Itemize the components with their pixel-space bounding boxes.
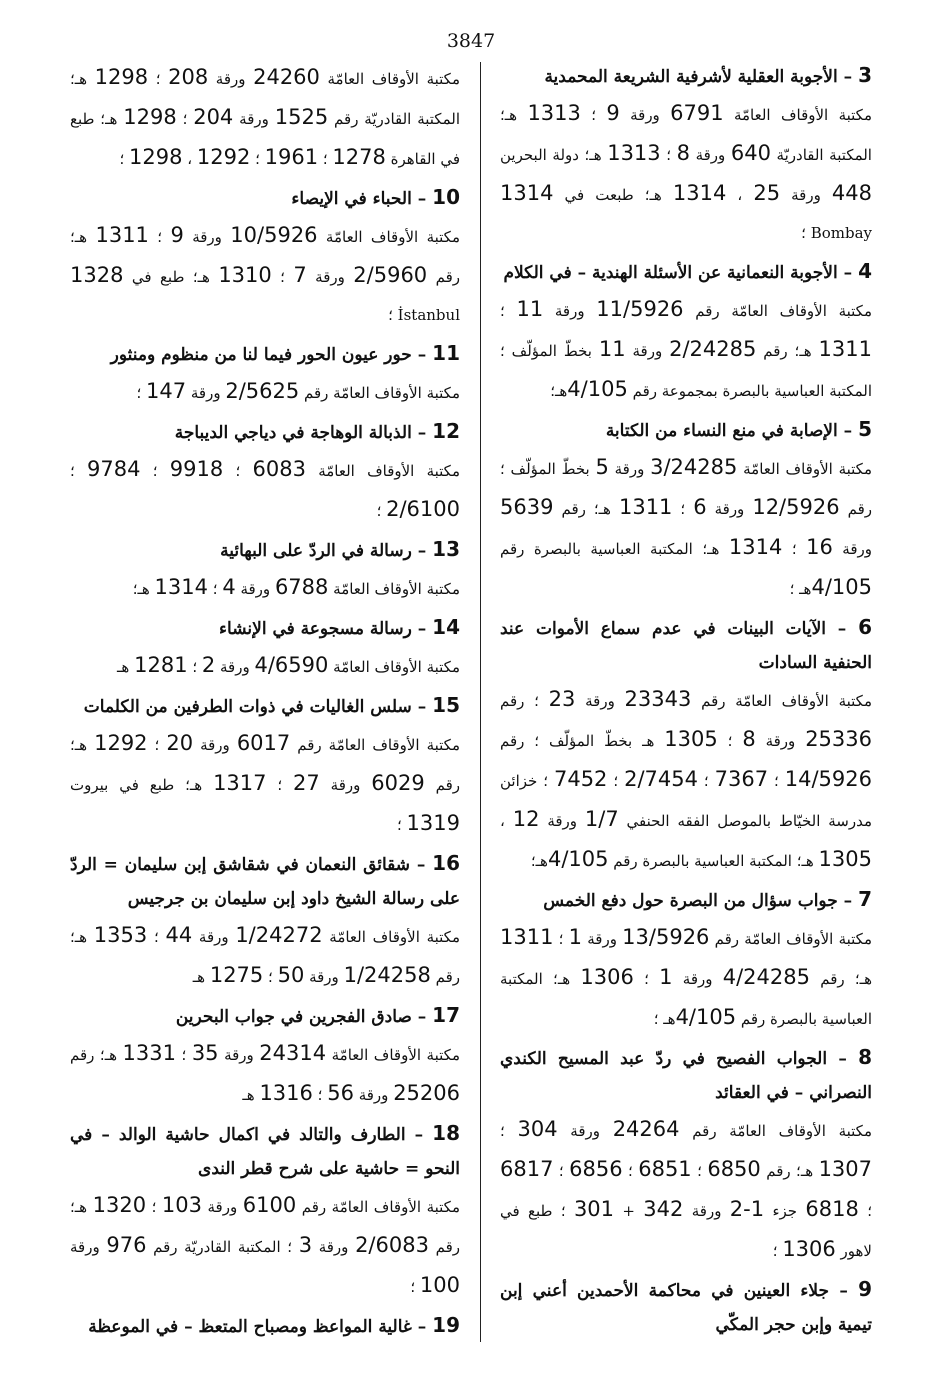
entry-number: 11	[432, 341, 460, 365]
entry-number: 5	[858, 417, 872, 441]
bibliography-entry	[500, 412, 872, 608]
entry-heading: 13 – رسالة في الردّ على البهائية	[220, 537, 460, 561]
entry-number: 17	[432, 1003, 460, 1027]
entry-heading: 4 – الأجوبة النعمانية عن الأسئلة الهندية – في الكلام	[503, 259, 872, 283]
entry-number: 16	[432, 851, 460, 875]
entry-heading: 7 – جواب سؤال من البصرة حول دفع الخمس	[543, 887, 872, 911]
bibliography-entry	[70, 414, 460, 530]
entry-number: 15	[432, 693, 460, 717]
bibliography-entry	[70, 1116, 460, 1306]
entry-number: 9	[858, 1277, 872, 1301]
column-divider	[480, 62, 481, 1342]
entry-holdings: مكتبة الأوقاف العامّة رقم 6017 ورقة 20 ؛ 1292 هـ؛ رقم 6029 ورقة 27 ؛ 1317 هـ؛ طبع في بيروت 1319 ؛	[70, 731, 460, 835]
entry-heading: 9 – جلاء العينين في محاكمة الأحمدين أعني إبن تيمية وإبن حجر المكّي	[500, 1277, 872, 1335]
entry-title: الأجوبة العقلية لأشرفية الشريعة المحمدية	[544, 67, 838, 87]
bibliography-entry	[500, 882, 872, 1038]
left-column	[70, 58, 460, 1346]
entry-heading: 16 – شقائق النعمان في شقاشق إبن سليمان = الردّ على رسالة الشيخ داود إبن سليمان بن جرجيس	[70, 851, 460, 909]
page-number: 3847	[446, 30, 496, 52]
entry-title: غالية المواعظ ومصباح المتعظ – في الموعظة	[88, 1317, 412, 1337]
bibliography-entry	[70, 180, 460, 334]
bibliography-entry	[500, 610, 872, 880]
bibliography-entry	[70, 336, 460, 412]
entry-number: 6	[858, 615, 872, 639]
entry-number: 18	[432, 1121, 460, 1145]
entry-number: 19	[432, 1313, 460, 1337]
entry-holdings: مكتبة الأوقاف العامّة رقم 11/5926 ورقة 11 ؛ 1311 هـ؛ رقم 2/24285 ورقة 11 بخطّ المؤلّف ؛ المكتبة العباسية بالبصرة بمجموعة رقم 4/105هـ؛	[500, 297, 872, 401]
entry-heading: 17 – صادق الفجرين في جواب البحرين	[175, 1003, 460, 1027]
entry-title: رسالة في الردّ على البهائية	[220, 541, 412, 561]
entry-heading: 15 – سلس الغاليات في ذوات الطرفين من الكلمات	[83, 693, 460, 717]
entry-title: الأجوبة النعمانية عن الأسئلة الهندية – في الكلام	[503, 263, 838, 283]
entry-number: 12	[432, 419, 460, 443]
entry-title: جواب سؤال من البصرة حول دفع الخمس	[543, 891, 838, 911]
entry-title: الجواب الفصيح في ردّ عبد المسيح الكندي النصراني – في العقائد	[500, 1049, 872, 1103]
entry-title: الآيات البينات في عدم سماع الأموات عند الحنفية السادات	[500, 619, 872, 673]
entry-holdings: مكتبة الأوقاف العامّة رقم 13/5926 ورقة 1 ؛ 1311 هـ؛ رقم 4/24285 ورقة 1 ؛ 1306 هـ؛ المكتبة العباسية بالبصرة رقم 4/105هـ ؛	[500, 925, 872, 1029]
entry-heading: 18 – الطارف والتالد في اكمال حاشية الوالد – في النحو = حاشية على شرح قطر الندى	[70, 1121, 460, 1179]
entry-holdings: مكتبة الأوقاف العامّة 10/5926 ورقة 9 ؛ 1311 هـ؛ رقم 2/5960 ورقة 7 ؛ 1310 هـ؛ طبع في 1328 İstanbul ؛	[70, 223, 460, 324]
entry-holdings: مكتبة الأوقاف العامّة رقم 24264 ورقة 304 ؛ 1307 هـ؛ رقم 6850 ؛ 6851 ؛ 6856 ؛ 6817 ؛ 6818 جزء 1-2 ورقة 342 + 301 ؛ طبع في لاهور 1306 ؛	[500, 1117, 873, 1261]
entry-number: 13	[432, 537, 460, 561]
entry-number: 7	[858, 887, 872, 911]
entry-heading: 14 – رسالة مسجوعة في الإنشاء	[219, 615, 460, 639]
bibliography-entry	[70, 688, 460, 844]
entry-holdings: مكتبة الأوقاف العامّة 24260 ورقة 208 ؛ 1298 هـ؛ المكتبة القادريّة رقم 1525 ورقة 204 ؛ 1298 هـ؛ طبع في القاهرة 1278 ؛ 1961 ؛ 1292 ، 1298 ؛	[70, 65, 460, 169]
entry-title: الطارف والتالد في اكمال حاشية الوالد – في النحو = حاشية على شرح قطر الندى	[70, 1125, 460, 1179]
bibliography-entry	[70, 58, 460, 178]
entry-holdings: مكتبة الأوقاف العامّة رقم 2/5625 ورقة 147 ؛	[136, 379, 460, 403]
bibliography-entry	[500, 58, 872, 252]
entry-heading: 6 – الآيات البينات في عدم سماع الأموات عند الحنفية السادات	[500, 615, 872, 673]
right-column	[500, 58, 872, 1344]
entry-holdings: مكتبة الأوقاف العامّة 6791 ورقة 9 ؛ 1313 هـ؛ المكتبة القادريّة 640 ورقة 8 ؛ 1313 هـ؛ دولة البحرين 448 ورقة 25 ، 1314 هـ؛ طبعت في 1314 Bombay ؛	[500, 101, 872, 242]
entry-heading: 5 – الإصابة في منع النساء من الكتابة	[605, 417, 872, 441]
entry-heading: 19 – غالية المواعظ ومصباح المتعظ – في الموعظة	[88, 1313, 460, 1337]
bibliography-entry	[70, 846, 460, 996]
entry-number: 4	[858, 259, 872, 283]
entry-heading: 11 – حور عيون الحور فيما لنا من منظوم ومنثور	[110, 341, 460, 365]
entry-title: سلس الغاليات في ذوات الطرفين من الكلمات	[83, 697, 412, 717]
entry-heading: 3 – الأجوبة العقلية لأشرفية الشريعة المحمدية	[544, 63, 872, 87]
entry-title: الذبالة الوهاجة في دياجي الديباجة	[174, 423, 412, 443]
entry-title: جلاء العينين في محاكمة الأحمدين أعني إبن تيمية وإبن حجر المكّي	[500, 1281, 872, 1335]
entry-title: الحباء في الإيصاء	[291, 189, 412, 209]
entry-number: 10	[432, 185, 460, 209]
entry-number: 3	[858, 63, 872, 87]
bibliography-entry	[500, 1272, 872, 1342]
bibliography-entry	[70, 1308, 460, 1344]
entry-title: صادق الفجرين في جواب البحرين	[175, 1007, 412, 1027]
entry-number: 8	[858, 1045, 872, 1069]
entry-holdings: مكتبة الأوقاف العامّة 1/24272 ورقة 44 ؛ 1353 هـ؛ رقم 1/24258 ورقة 50 ؛ 1275 هـ	[70, 923, 460, 987]
entry-holdings: مكتبة الأوقاف العامّة 24314 ورقة 35 ؛ 1331 هـ؛ رقم 25206 ورقة 56 ؛ 1316 هـ	[70, 1041, 460, 1105]
entry-holdings: مكتبة الأوقاف العامّة رقم 23343 ورقة 23 ؛ رقم 25336 ورقة 8 ؛ 1305 هـ بخطّ المؤلّف ؛ رقم 14/5926 ؛ 7367 ؛ 2/7454 ؛ 7452 ؛ خزائن مدرسة الخيّاط بالموصل الفقه الحنفي 1/7 ورقة 12 ، 1305 هـ؛ المكتبة العباسية بالبصرة رقم 4/105هـ؛	[500, 687, 872, 871]
entry-holdings: مكتبة الأوقاف العامّة 6788 ورقة 4 ؛ 1314 هـ؛	[132, 575, 460, 599]
entry-number: 14	[432, 615, 460, 639]
bibliography-entry	[500, 254, 872, 410]
entry-heading: 12 – الذبالة الوهاجة في دياجي الديباجة	[174, 419, 460, 443]
entry-holdings: مكتبة الأوقاف العامّة 3/24285 ورقة 5 بخطّ المؤلّف ؛ رقم 12/5926 ورقة 6 ؛ 1311 هـ؛ رقم 5639 ورقة 16 ؛ 1314 هـ؛ المكتبة العباسية بالبصرة رقم 4/105هـ ؛	[500, 455, 872, 599]
entry-title: حور عيون الحور فيما لنا من منظوم ومنثور	[110, 345, 412, 365]
entry-holdings: مكتبة الأوقاف العامّة 6083 ؛ 9918 ؛ 9784 ؛ 2/6100 ؛	[70, 457, 460, 521]
entry-heading: 10 – الحباء في الإيصاء	[291, 185, 460, 209]
bibliography-entry	[70, 532, 460, 608]
bibliography-entry	[70, 610, 460, 686]
entry-holdings: مكتبة الأوقاف العامّة 4/6590 ورقة 2 ؛ 1281 هـ	[117, 653, 460, 677]
entry-holdings: مكتبة الأوقاف العامّة رقم 6100 ورقة 103 ؛ 1320 هـ؛ رقم 2/6083 ورقة 3 ؛ المكتبة القادريّة رقم 976 ورقة 100 ؛	[70, 1193, 460, 1297]
entry-title: شقائق النعمان في شقاشق إبن سليمان = الردّ على رسالة الشيخ داود إبن سليمان بن جرجيس	[70, 855, 460, 909]
entry-title: الإصابة في منع النساء من الكتابة	[605, 421, 838, 441]
bibliography-entry	[500, 1040, 872, 1270]
entry-heading: 8 – الجواب الفصيح في ردّ عبد المسيح الكندي النصراني – في العقائد	[500, 1045, 872, 1103]
entry-title: رسالة مسجوعة في الإنشاء	[219, 619, 412, 639]
bibliography-entry	[70, 998, 460, 1114]
